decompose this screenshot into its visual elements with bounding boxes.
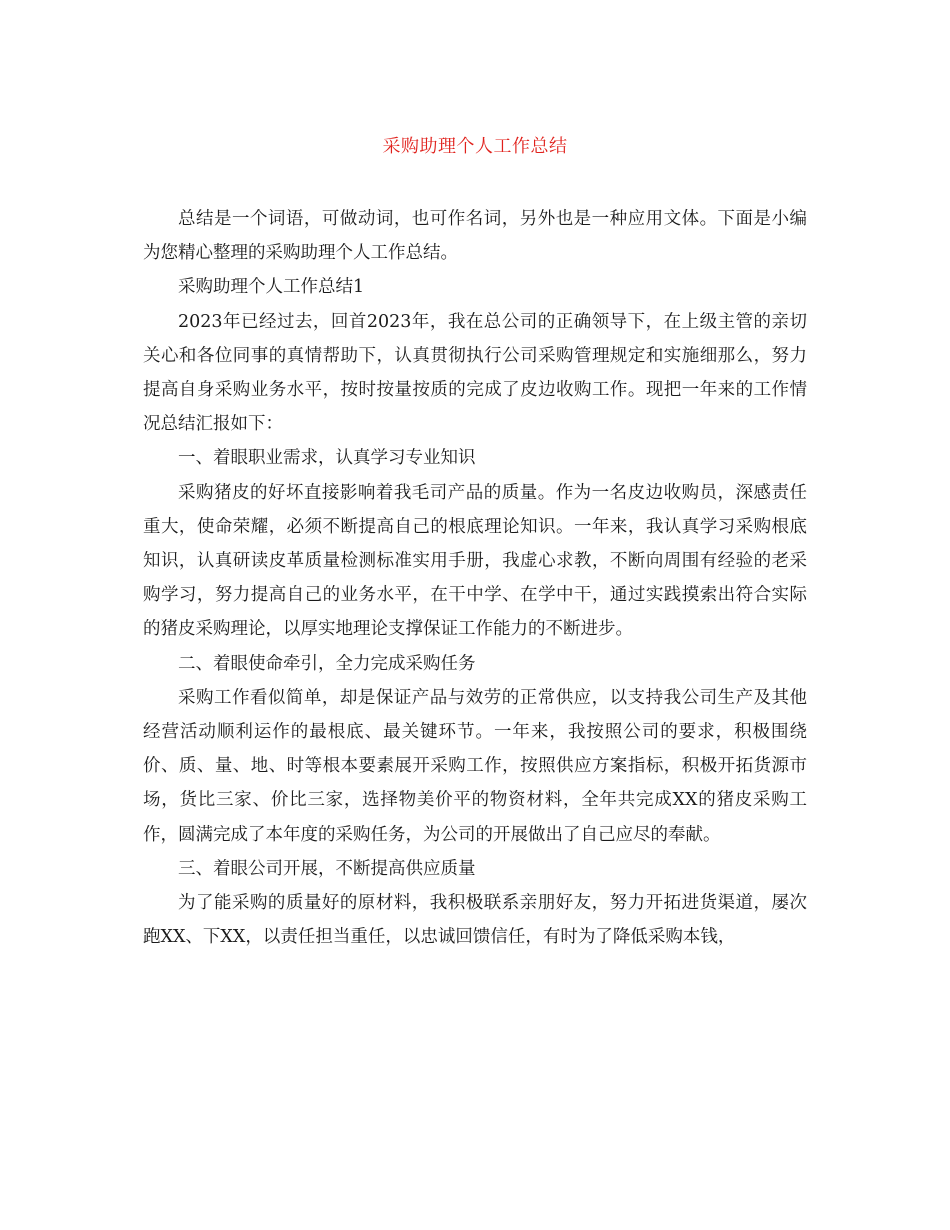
body-paragraph: 采购猪皮的好坏直接影响着我毛司产品的质量。作为一名皮边收购员，深感责任重大，使命荣耀，必须不断提高自己的根底理论知识。一年来，我认真学习采购根底知识，认真研读皮革质量检测标准实用手册，我虚心求教，不断向周围有经验的老采购学习，努力提高自己的业务水平，在干中学、在学中干，通过实践摸索出符合实际的猪皮采购理论，以厚实地理论支撑保证工作能力的不断进步。 [143, 482, 807, 640]
section-heading-2: 二、着眼使命牵引，全力完成采购任务 [178, 653, 476, 674]
intro-paragraph: 总结是一个词语，可做动词，也可作名词，另外也是一种应用文体。下面是小编为您精心整理的采购助理个人工作总结。 [143, 209, 807, 264]
body-paragraph: 采购工作看似简单，却是保证产品与效劳的正常供应，以支持我公司生产及其他经营活动顺利运作的最根底、最关键环节。一年来，我按照公司的要求，积极围绕价、质、量、地、时等根本要素展开采购工作，按照供应方案指标，积极开拓货源市场，货比三家、价比三家，选择物美价平的物资材料，全年共完成XX的猪皮采购工作，圆满完成了本年度的采购任务，为公司的开展做出了自己应尽的奉献。 [143, 687, 807, 845]
body-paragraph: 为了能采购的质量好的原材料，我积极联系亲朋好友，努力开拓进货渠道，屡次跑XX、下XX，以责任担当重任，以忠诚回馈信任，有时为了降低采购本钱， [143, 893, 807, 948]
section-heading-1: 一、着眼职业需求，认真学习专业知识 [178, 448, 476, 469]
body-paragraph: 2023年已经过去，回首2023年，我在总公司的正确领导下，在上级主管的亲切关心和各位同事的真情帮助下，认真贯彻执行公司采购管理规定和实施细那么，努力提高自身采购业务水平，按时按量按质的完成了皮边收购工作。现把一年来的工作情况总结汇报如下： [143, 311, 807, 435]
section-heading-3: 三、着眼公司开展，不断提高供应质量 [178, 858, 476, 879]
summary-heading: 采购助理个人工作总结1 [178, 277, 365, 298]
document-body [143, 202, 807, 954]
document-title: 采购助理个人工作总结 [382, 136, 568, 157]
